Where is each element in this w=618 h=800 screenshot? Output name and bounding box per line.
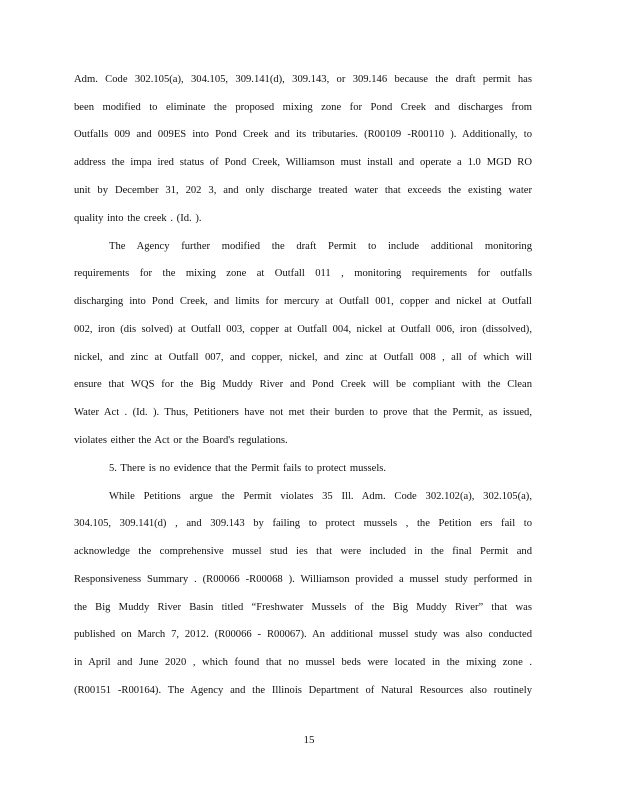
text-line: quality into the creek . (Id. ). [74, 213, 202, 224]
text-line: (R00151 -R00164). The Agency and the Illinois Department of Natural Resources also routinely [74, 685, 532, 696]
text-line: unit by December 31, 202 3, and only discharge treated water that exceeds the existing water [74, 185, 532, 196]
page-number: 15 [303, 734, 315, 746]
text-line: published on March 7, 2012. (R00066 - R00067). An additional mussel study was also conducted [74, 629, 532, 640]
text-line: violates either the Act or the Board's regulations. [74, 435, 288, 446]
text-line: While Petitions argue the Permit violates 35 Ill. Adm. Code 302.102(a), 302.105(a), [109, 491, 532, 502]
text-line: Adm. Code 302.105(a), 304.105, 309.141(d), 309.143, or 309.146 because the draft permit has [74, 74, 532, 85]
text-line: nickel, and zinc at Outfall 007, and copper, nickel, and zinc at Outfall 008 , all of which will [74, 352, 532, 363]
text-line: Responsiveness Summary . (R00066 -R00068 ). Williamson provided a mussel study performed in [74, 574, 532, 585]
section-heading: 5. There is no evidence that the Permit fails to protect mussels. [109, 463, 387, 474]
text-line: Water Act . (Id. ). Thus, Petitioners have not met their burden to prove that the Permit, as issued, [74, 407, 532, 418]
text-line: discharging into Pond Creek, and limits for mercury at Outfall 001, copper and nickel at Outfall [74, 296, 532, 307]
text-line: the Big Muddy River Basin titled “Freshwater Mussels of the Big Muddy River” that was [74, 602, 532, 613]
text-line: Outfalls 009 and 009ES into Pond Creek and its tributaries. (R00109 -R00110 ). Additionally, to [74, 129, 532, 140]
text-line: The Agency further modified the draft Permit to include additional monitoring [109, 241, 532, 252]
text-line: 002, iron (dis solved) at Outfall 003, copper at Outfall 004, nickel at Outfall 006, iron (dissolved), [74, 324, 532, 335]
text-line: requirements for the mixing zone at Outfall 011 , monitoring requirements for outfalls [74, 268, 532, 279]
text-line: address the impa ired status of Pond Creek, Williamson must install and operate a 1.0 MGD RO [74, 157, 532, 168]
text-line: in April and June 2020 , which found that no mussel beds were located in the mixing zone . [74, 657, 532, 668]
text-line: 304.105, 309.141(d) , and 309.143 by failing to protect mussels , the Petition ers fail to [74, 518, 532, 529]
text-line: acknowledge the comprehensive mussel stud ies that were included in the final Permit and [74, 546, 532, 557]
text-line: ensure that WQS for the Big Muddy River and Pond Creek will be compliant with the Clean [74, 379, 532, 390]
text-line: been modified to eliminate the proposed mixing zone for Pond Creek and discharges from [74, 102, 532, 113]
